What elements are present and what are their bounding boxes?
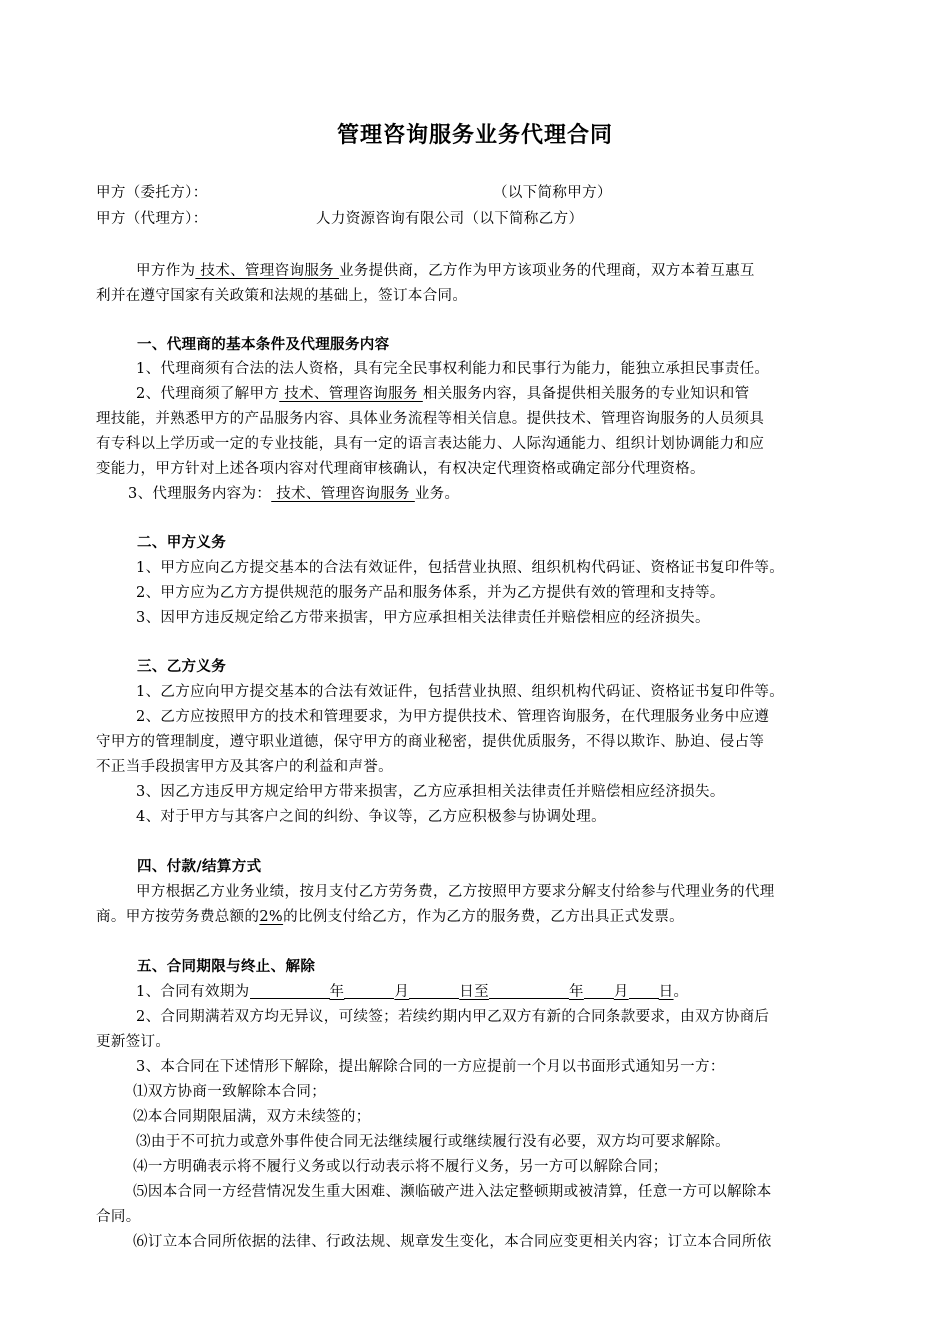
section5-item1: 1、合同有效期为 年 月 日至 年 月 日。 [136,984,689,1000]
section5-item2: 2、合同期满若双方均无异议，可续签；若续约期内甲乙双方有新的合同条款要求，由双方协商后 [136,1009,770,1025]
section3-heading: 三、乙方义务 [137,659,227,675]
section5-clause1: ⑴双方协商一致解除本合同； [133,1084,327,1100]
section1-item3-service: 技术、管理咨询服务 [271,486,415,502]
section5-item3: 3、本合同在下述情形下解除，提出解除合同的一方应提前一个月以书面形式通知另一方： [136,1059,725,1075]
section5-heading: 五、合同期限与终止、解除 [137,959,316,975]
section1-item1: 1、代理商须有合法的法人资格，具有完全民事权利能力和民事行为能力，能独立承担民事责任。 [136,361,770,377]
section3-item2-line3: 不正当手段损害甲方及其客户的利益和声誉。 [96,759,393,775]
section3-item3: 3、因乙方违反甲方规定给甲方带来损害，乙方应承担相关法律责任并赔偿相应经济损失。 [136,784,725,800]
intro-line-1: 甲方作为 技术、管理咨询服务 业务提供商，乙方作为甲方该项业务的代理商，双方本着互惠互 [136,263,755,279]
party-b-name-line [316,210,583,228]
intro-line-2: 利并在遵守国家有关政策和法规的基础上，签订本合同。 [96,288,468,304]
section5-clause3: ⑶由于不可抗力或意外事件使合同无法继续履行或继续履行没有必要，双方均可要求解除。 [136,1134,730,1150]
section3-item2-line2: 守甲方的管理制度，遵守职业道德，保守甲方的商业秘密，提供优质服务，不得以欺诈、胁迫、侵占等 [96,734,765,750]
section3-item4: 4、对于甲方与其客户之间的纠纷、争议等，乙方应积极参与协调处理。 [136,809,606,825]
section2-item1: 1、甲方应向乙方提交基本的合法有效证件，包括营业执照、组织机构代码证、资格证书复印件等。 [136,560,785,576]
section1-item2-line2: 理技能，并熟悉甲方的产品服务内容、具体业务流程等相关信息。提供技术、管理咨询服务的人员须具 [96,411,765,427]
section5-clause6: ⑹订立本合同所依据的法律、行政法规、规章发生变化，本合同应变更相关内容；订立本合同所依 [133,1234,772,1250]
section4-heading: 四、付款/结算方式 [137,859,262,875]
end-day-blank [629,983,659,999]
intro-service: 技术、管理咨询服务 [195,263,339,279]
section3-item1: 1、乙方应向甲方提交基本的合法有效证件，包括营业执照、组织机构代码证、资格证书复印件等。 [136,684,785,700]
section2-item3: 3、因甲方违反规定给乙方带来损害，甲方应承担相关法律责任并赔偿相应的经济损失。 [136,610,710,626]
section4-line1: 甲方根据乙方业务业绩，按月支付乙方劳务费，乙方按照甲方要求分解支付给参与代理业务的代理 [136,884,775,900]
section5-clause2: ⑵本合同期限届满，双方未续签的； [133,1109,371,1125]
section1-item2-line3: 有专科以上学历或一定的专业技能，具有一定的语言表达能力、人际沟通能力、组织计划协调能力和应 [96,436,765,452]
section1-item2-service: 技术、管理咨询服务 [279,386,423,402]
section3-item2: 2、乙方应按照甲方的技术和管理要求，为甲方提供技术、管理咨询服务，在代理服务业务中应遵 [136,709,770,725]
start-month-blank [344,983,394,999]
party-a-label: 甲方（委托方）： [96,185,208,201]
party-b-name: 人力资源咨询有限公司 [316,211,465,227]
document-title: 管理咨询服务业务代理合同 [336,123,613,148]
section4-rate: 2% [259,909,284,925]
section5-item2-line2: 更新签订。 [96,1034,171,1050]
section4-line2: 商。甲方按劳务费总额的2%的比例支付给乙方，作为乙方的服务费，乙方出具正式发票。 [96,909,685,925]
section1-item2: 2、代理商须了解甲方 技术、管理咨询服务 相关服务内容，具备提供相关服务的专业知识和管 [136,386,750,402]
section2-heading: 二、甲方义务 [137,535,227,551]
start-day-blank [409,983,459,999]
section1-heading: 一、代理商的基本条件及代理服务内容 [137,337,390,353]
party-a-note: （以下简称甲方） [493,185,612,201]
party-b-label: 甲方（代理方）： [96,211,208,227]
section5-clause4: ⑷一方明确表示将不履行义务或以行动表示将不履行义务，另一方可以解除合同； [133,1159,668,1175]
section1-item2-line4: 变能力，甲方针对上述各项内容对代理商审核确认，有权决定代理资格或确定部分代理资格。 [96,461,705,477]
section5-clause5: ⑸因本合同一方经营情况发生重大困难、濒临破产进入法定整顿期或被清算，任意一方可以解除本 [133,1184,772,1200]
section5-clause5-line2: 合同。 [96,1209,141,1225]
section1-item3: 3、代理服务内容为： 技术、管理咨询服务 业务。 [128,486,460,502]
start-year-blank [250,983,330,999]
section2-item2: 2、甲方应为乙方方提供规范的服务产品和服务体系，并为乙方提供有效的管理和支持等。 [136,585,725,601]
party-b-note: （以下简称乙方） [464,211,584,227]
end-year-blank [489,983,569,999]
end-month-blank [584,983,614,999]
